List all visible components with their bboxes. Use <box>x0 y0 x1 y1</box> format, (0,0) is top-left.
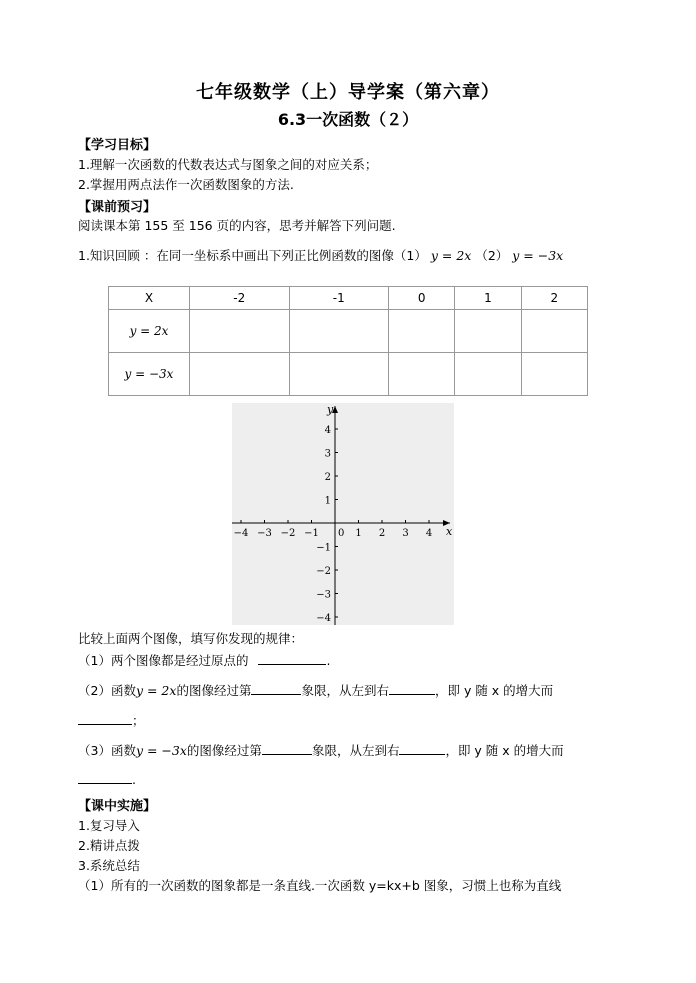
compare-line-2 <box>78 681 553 699</box>
answer-blank[interactable] <box>399 742 445 755</box>
x-tick-label: 1 <box>355 528 362 539</box>
table-header-row <box>109 287 588 310</box>
table-cell-blank[interactable] <box>455 310 521 353</box>
coordinate-plane-svg <box>232 403 454 625</box>
compare-line-2-a: （2）函数 <box>78 683 136 698</box>
answer-blank[interactable] <box>389 682 435 695</box>
compare-line-1-text: （1）两个图像都是经过原点的 <box>78 653 249 668</box>
compare-line-1-end: . <box>326 653 331 668</box>
x-tick-label: −2 <box>280 528 296 539</box>
class-summary-1: （1）所有的一次函数的图象都是一条直线.一次函数 y=kx+b 图象，习惯上也称为直线 <box>78 878 562 893</box>
y-tick-label: −4 <box>316 613 331 624</box>
question-1 <box>78 246 563 264</box>
y-tick-label: −3 <box>316 589 331 601</box>
answer-blank[interactable] <box>251 682 301 695</box>
compare-line-2-c: 象限，从左到右 <box>301 683 389 698</box>
answer-blank[interactable] <box>258 652 326 665</box>
origin-label: 0 <box>338 528 345 539</box>
table-header-cell: -1 <box>289 287 389 310</box>
y-tick-label: −2 <box>316 566 331 577</box>
compare-line-1 <box>78 651 330 669</box>
y-tick-label: 3 <box>324 448 331 460</box>
x-tick-label: −1 <box>304 528 319 539</box>
section-heading-goals: 【学习目标】 <box>78 138 157 153</box>
compare-line-2-b: 的图像经过第 <box>176 683 252 698</box>
table-cell-blank[interactable] <box>521 353 587 396</box>
formula-y-neg3x: y = −3x <box>512 248 564 263</box>
table-cell-blank[interactable] <box>190 353 290 396</box>
x-tick-label: −4 <box>233 528 249 539</box>
class-step-2: 2.精讲点拨 <box>78 838 140 853</box>
x-tick-label: 2 <box>378 528 386 539</box>
table-header-cell: 0 <box>389 287 455 310</box>
x-tick-label: 3 <box>402 528 409 539</box>
compare-line-2-cont <box>78 711 145 729</box>
formula-y-2x: y = 2x <box>135 683 177 698</box>
y-tick-label: −1 <box>316 542 331 554</box>
table-cell-blank[interactable] <box>389 353 455 396</box>
table-header-cell: 1 <box>455 287 521 310</box>
preview-text: 阅读课本第 155 至 156 页的内容，思考并解答下列问题. <box>78 218 396 233</box>
class-step-3: 3.系统总结 <box>78 858 140 873</box>
formula-y-2x: y = 2x <box>430 248 472 263</box>
table-cell-blank[interactable] <box>190 310 290 353</box>
table-cell-blank[interactable] <box>389 310 455 353</box>
table-row <box>109 353 588 396</box>
table-cell-blank[interactable] <box>289 310 389 353</box>
table-row-label: y = 2x <box>109 310 190 353</box>
class-step-1: 1.复习导入 <box>78 818 140 833</box>
table-cell-blank[interactable] <box>521 310 587 353</box>
table-row <box>109 310 588 353</box>
compare-line-3 <box>78 741 564 759</box>
compare-intro: 比较上面两个图像，填写你发现的规律： <box>78 631 304 646</box>
compare-line-2-end: ； <box>132 713 145 728</box>
goal-1: 1.理解一次函数的代数表达式与图象之间的对应关系； <box>78 157 378 172</box>
x-tick-label: 4 <box>425 528 433 539</box>
table-header-cell: -2 <box>190 287 290 310</box>
table-cell-blank[interactable] <box>455 353 521 396</box>
y-axis-label: y <box>327 403 334 416</box>
section-heading-preview: 【课前预习】 <box>78 200 157 215</box>
answer-blank[interactable] <box>78 712 132 725</box>
compare-line-3-c: 象限，从左到右 <box>311 743 400 758</box>
answer-blank[interactable] <box>262 742 312 755</box>
formula-y-neg3x: y = −3x <box>135 743 187 758</box>
compare-line-3-b: 的图像经过第 <box>186 743 262 758</box>
y-tick-label: 4 <box>324 425 331 436</box>
page-title: 七年级数学（上）导学案（第六章） <box>196 82 500 103</box>
goal-2: 2.掌握用两点法作一次函数图象的方法. <box>78 177 294 192</box>
compare-line-3-a: （3）函数 <box>78 743 136 758</box>
x-tick-label: −3 <box>257 528 272 539</box>
answer-blank[interactable] <box>78 771 132 784</box>
x-axis-label: x <box>446 525 453 538</box>
compare-line-3-end: . <box>132 772 136 787</box>
compare-line-2-d: ，即 y 随 x 的增大而 <box>434 683 554 698</box>
compare-line-3-d: ，即 y 随 x 的增大而 <box>445 743 564 758</box>
question-1-mid: （2） <box>475 248 509 263</box>
compare-line-3-cont <box>78 771 136 787</box>
y-tick-label: 2 <box>324 472 331 483</box>
y-tick-label: 1 <box>324 495 331 507</box>
table-header-cell: X <box>109 287 190 310</box>
page-subtitle: 6.3一次函数（２） <box>277 110 419 129</box>
table-row-label: y = −3x <box>109 353 190 396</box>
table-cell-blank[interactable] <box>289 353 389 396</box>
table-header-cell: 2 <box>521 287 587 310</box>
question-1-text: 1.知识回顾 ：在同一坐标系中画出下列正比例函数的图像（1） <box>78 248 427 263</box>
section-heading-class: 【课中实施】 <box>78 799 157 814</box>
value-table <box>108 286 588 396</box>
coordinate-plane <box>232 403 454 625</box>
